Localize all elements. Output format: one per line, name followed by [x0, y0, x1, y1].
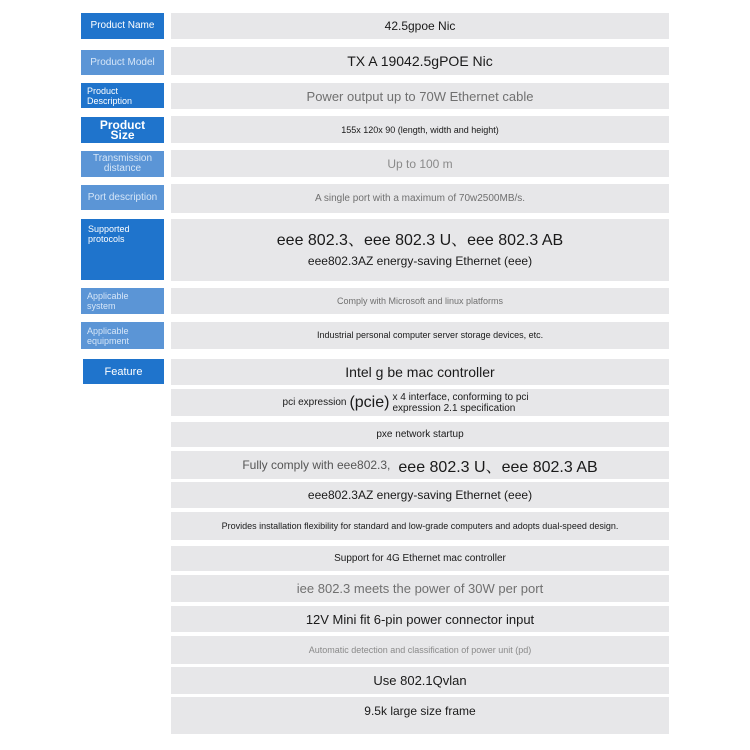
eee-compliance-standards: eee 802.3 U、eee 802.3 AB [398, 458, 598, 476]
value-transmission-distance: Up to 100 m [171, 150, 669, 177]
label-applicable-system: Applicable system [81, 288, 164, 314]
eee-compliance-prefix: Fully comply with eee802.3, [242, 458, 391, 472]
value-supported-protocols [171, 219, 669, 281]
value-product-description: Power output up to 70W Ethernet cable [171, 83, 669, 109]
pcie-suffix: x 4 interface, conforming to pci expression 2.1 specification [392, 391, 529, 414]
value-applicable-system: Comply with Microsoft and linux platforms [171, 288, 669, 314]
feature-eee-compliance [171, 451, 669, 479]
label-product-model: Product Model [81, 50, 164, 75]
feature-4g-mac-controller: Support for 4G Ethernet mac controller [171, 546, 669, 571]
feature-poe-power: iee 802.3 meets the power of 30W per port [171, 575, 669, 602]
label-product-name: Product Name [81, 13, 164, 39]
label-product-description: Product Description [81, 83, 164, 108]
feature-jumbo-frame: 9.5k large size frame [171, 697, 669, 734]
feature-pxe-startup: pxe network startup [171, 422, 669, 447]
label-transmission-distance: Transmission distance [81, 151, 164, 177]
value-product-name: 42.5gpoe Nic [171, 13, 669, 39]
value-applicable-equipment: Industrial personal computer server storage devices, etc. [171, 322, 669, 349]
feature-vlan: Use 802.1Qvlan [171, 667, 669, 694]
feature-power-connector: 12V Mini fit 6-pin power connector input [171, 606, 669, 632]
feature-auto-detection: Automatic detection and classification of power unit (pd) [171, 636, 669, 664]
label-feature: Feature [83, 359, 164, 384]
value-product-model: TX A 19042.5gPOE Nic [171, 47, 669, 75]
feature-energy-saving: eee802.3AZ energy-saving Ethernet (eee) [171, 482, 669, 508]
value-product-size: 155x 120x 90 (length, width and height) [171, 116, 669, 143]
label-port-description: Port description [81, 185, 164, 210]
value-port-description: A single port with a maximum of 70w2500MB/s. [171, 184, 669, 213]
protocols-line-2: eee802.3AZ energy-saving Ethernet (eee) [307, 254, 533, 268]
label-supported-protocols: Supported protocols [81, 219, 164, 280]
feature-pcie-interface [171, 389, 669, 416]
pcie-prefix: pci expression [282, 397, 347, 408]
feature-installation-flexibility: Provides installation flexibility for standard and low-grade computers and adopts dual-speed design. [171, 512, 669, 540]
label-applicable-equipment: Applicable equipment [81, 322, 164, 349]
protocols-line-1: eee 802.3、eee 802.3 U、eee 802.3 AB [276, 232, 564, 249]
label-product-size: Product Size [81, 117, 164, 143]
pcie-label: (pcie) [349, 393, 390, 411]
feature-intel-mac-controller: Intel g be mac controller [171, 359, 669, 385]
